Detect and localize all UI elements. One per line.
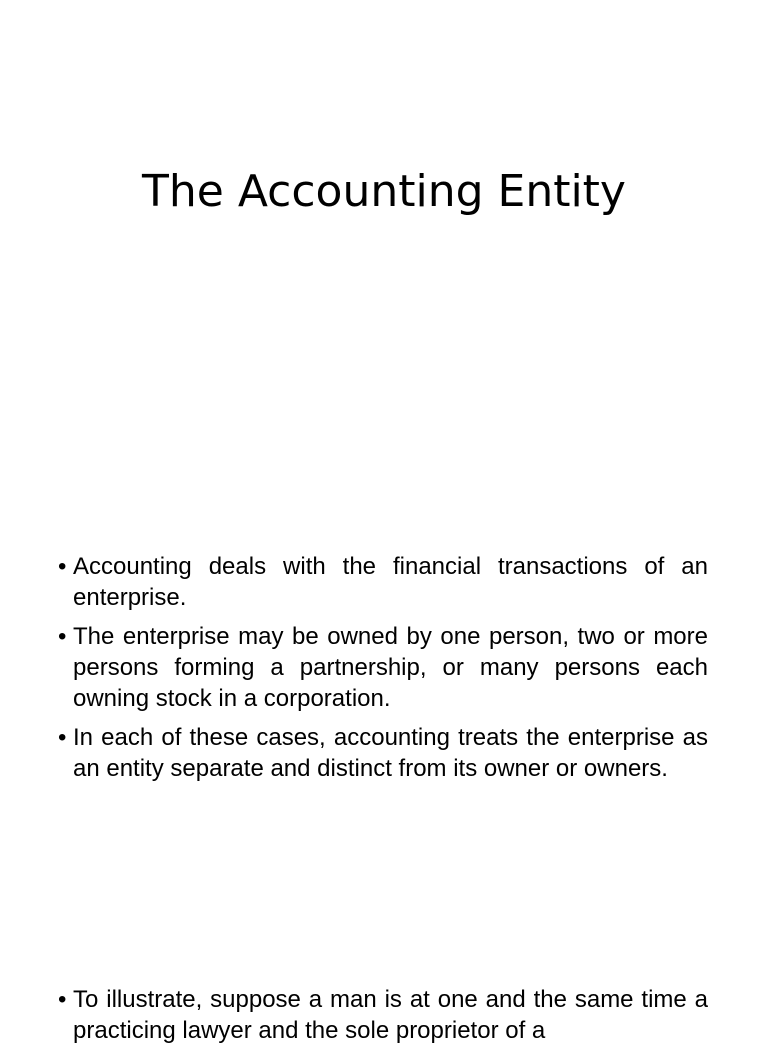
bullet-text: Accounting deals with the financial transactions of an enterprise.	[73, 553, 708, 611]
bullet-icon: •	[58, 623, 67, 650]
bullet-list	[58, 984, 708, 1054]
bullet-text: To illustrate, suppose a man is at one and the same time a practicing lawyer and the sole proprietor of a	[73, 986, 708, 1044]
bullet-list	[58, 551, 708, 792]
bullet-icon: •	[58, 553, 67, 580]
bullet-text: In each of these cases, accounting treats the enterprise as an entity separate and distinct from its owner or owners.	[73, 724, 708, 782]
bullet-icon: •	[58, 986, 67, 1013]
slide-title: The Accounting Entity	[142, 166, 626, 217]
bullet-item	[58, 621, 708, 714]
bullet-text: The enterprise may be owned by one person, two or more persons forming a partnership, or many persons each owning stock in a corporation.	[73, 623, 708, 712]
bullet-item	[58, 722, 708, 784]
bullet-icon: •	[58, 724, 67, 751]
bullet-item	[58, 551, 708, 613]
bullet-item	[58, 984, 708, 1046]
